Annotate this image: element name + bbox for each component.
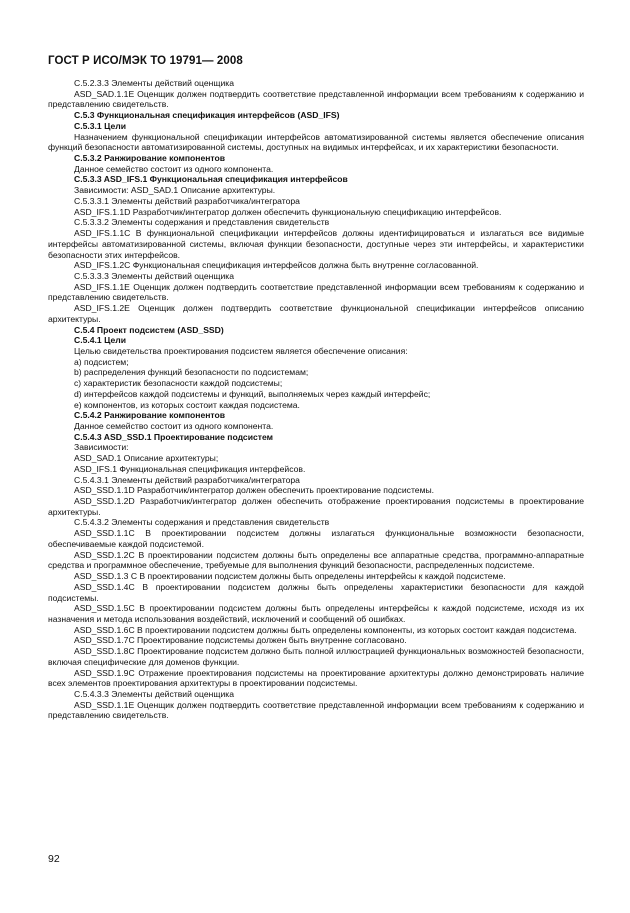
paragraph: b) распределения функций безопасности по подсистемам; [74, 367, 309, 378]
section-heading: C.5.3.3 ASD_IFS.1 Функциональная спецификация интерфейсов [74, 174, 348, 185]
paragraph: ASD_SSD.1.9C Отражение проектирования подсистемы на проектирование архитектуры должно демонстрировать наличие всех элементов проектирования архитектуры в проектировании подсистемы. [48, 667, 584, 689]
paragraph: Зависимости: [74, 442, 129, 453]
section-heading: C.5.4.1 Цели [74, 335, 126, 346]
paragraph: ASD_SSD.1.1E Оценщик должен подтвердить соответствие представленной информации всем требованиям к содержанию и представлению свидетельств. [48, 699, 584, 721]
section-heading: C.5.3.1 Цели [74, 120, 126, 131]
paragraph: ASD_SSD.1.2C В проектировании подсистем должны быть определены все аппаратные средства, программно-аппаратные средства и программное обеспечение, требуемые для выполнения функций безопасности, распределенных подсистеме. [48, 549, 584, 571]
paragraph: C.5.2.3.3 Элементы действий оценщика [74, 78, 234, 88]
paragraph: ASD_SSD.1.5C В проектировании подсистем должны быть определены интерфейсы к каждой подсистеме, исходя из их назначения и метода использования воздействий, исключений и сообщений об ошибках. [48, 603, 584, 624]
paragraph: Целью свидетельства проектирования подсистем является обеспечение описания: [74, 345, 408, 356]
standard-header: ГОСТ Р ИСО/МЭК ТО 19791— 2008 [48, 55, 243, 67]
paragraph: Назначением функциональной спецификации интерфейсов автоматизированной системы является обеспечение описания функций безопасности автоматизированной системы, доступных на видимых интерфейсах, и их характеристики безопасности. [48, 131, 584, 153]
paragraph: ASD_SSD.1.4C В проектировании подсистем должны быть определены характеристики безопасности для каждой подсистемы. [48, 581, 584, 603]
document-body [48, 78, 584, 721]
paragraph: ASD_SSD.1.6C В проектировании подсистем должны быть определены компоненты, из которых состоит каждая подсистема. [74, 624, 577, 635]
paragraph: d) интерфейсов каждой подсистемы и функций, выполняемых через каждый интерфейс; [74, 388, 431, 399]
paragraph: ASD_IFS.1.1D Разработчик/интегратор должен обеспечить функциональную спецификацию интерфейсов. [74, 206, 502, 217]
paragraph: ASD_IFS.1 Функциональная спецификация интерфейсов. [74, 463, 306, 474]
section-heading: C.5.4 Проект подсистем (ASD_SSD) [74, 324, 224, 335]
paragraph: ASD_IFS.1.1C В функциональной спецификации интерфейсов должны идентифицироваться и излагаться все видимые интерфейсы автоматизированной системы, включая функции безопасности, доступные через эти интерфейсы, и характеристики безопасности этих интерфейсов. [48, 228, 584, 260]
paragraph: Зависимости: ASD_SAD.1 Описание архитектуры. [74, 185, 276, 196]
paragraph: C.5.3.3.2 Элементы содержания и представления свидетельств [74, 217, 330, 228]
paragraph: ASD_SAD.1 Описание архитектуры; [74, 453, 219, 464]
paragraph: ASD_SSD.1.8C Проектирование подсистем должно быть полной иллюстрацией функциональных возможностей безопасности, включая специфические для доменов функции. [48, 646, 584, 667]
paragraph: ASD_IFS.1.1E Оценщик должен подтвердить соответствие представленной информации всем требованиям к содержанию и представлению свидетельств. [48, 281, 584, 303]
paragraph: a) подсистем; [74, 356, 129, 367]
paragraph: C.5.4.3.1 Элементы действий разработчика/интегратора [74, 474, 300, 485]
section-heading: C.5.3.2 Ранжирование компонентов [74, 153, 226, 164]
paragraph: c) характеристик безопасности каждой подсистемы; [74, 378, 283, 389]
paragraph: C.5.4.3.2 Элементы содержания и представления свидетельств [74, 517, 330, 528]
paragraph: Данное семейство состоит из одного компонента. [74, 421, 274, 431]
paragraph: C.5.3.3.1 Элементы действий разработчика/интегратора [74, 195, 300, 206]
paragraph: e) компонентов, из которых состоит каждая подсистема. [74, 399, 300, 410]
paragraph: C.5.4.3.3 Элементы действий оценщика [74, 688, 234, 699]
paragraph: Данное семейство состоит из одного компонента. [74, 163, 274, 174]
paragraph: ASD_SSD.1.2D Разработчик/интегратор должен обеспечить отображение проектирования подсистемы в проектирование архитектуры. [48, 496, 584, 517]
section-heading: C.5.4.3 ASD_SSD.1 Проектирование подсистем [74, 431, 274, 442]
section-heading: C.5.4.2 Ранжирование компонентов [74, 410, 226, 421]
paragraph: ASD_IFS.1.2E Оценщик должен подтвердить соответствие функциональной спецификации интерфейсов описанию архитектуры. [48, 303, 584, 324]
paragraph: ASD_SSD.1.1C В проектировании подсистем должны излагаться функциональные возможности безопасности, обеспечиваемые каждой подсистемой. [48, 528, 584, 549]
page-number: 92 [48, 853, 60, 865]
paragraph: ASD_SAD.1.1E Оценщик должен подтвердить соответствие представленной информации всем требованиям к содержанию и представлению свидетельств. [48, 88, 584, 110]
paragraph: ASD_IFS.1.2C Функциональная спецификация интерфейсов должна быть внутренне согласованной. [74, 260, 479, 271]
paragraph: ASD_SSD.1.7C Проектирование подсистемы должен быть внутренне согласовано. [74, 635, 407, 646]
paragraph: C.5.3.3.3 Элементы действий оценщика [74, 270, 234, 281]
paragraph: ASD_SSD.1.1D Разработчик/интегратор должен обеспечить проектирование подсистемы. [74, 485, 435, 496]
paragraph: ASD_SSD.1.3 C В проектировании подсистем должны быть определены интерфейсы к каждой подсистеме. [74, 571, 506, 582]
section-heading: C.5.3 Функциональная спецификация интерфейсов (ASD_IFS) [74, 110, 340, 121]
